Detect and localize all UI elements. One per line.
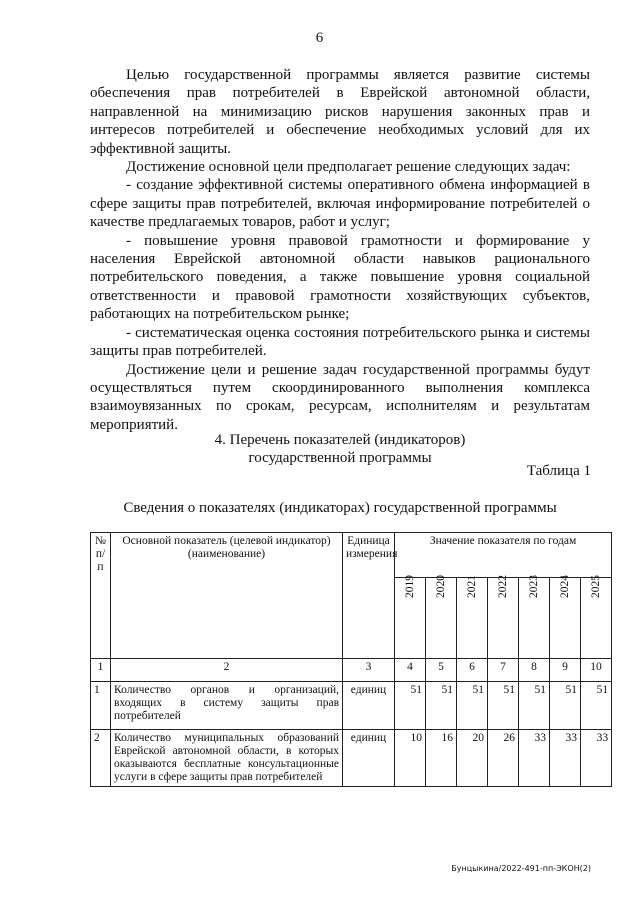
body-text xyxy=(90,66,590,434)
column-number: 2 xyxy=(111,659,343,682)
row-value: 10 xyxy=(395,730,426,787)
header-name: Основной показатель (целевой индикатор) (наименование) xyxy=(111,533,343,659)
row-value: 33 xyxy=(581,730,612,787)
paragraph-task-1: - создание эффективной системы оперативного обмена информацией в сфере защиты прав потребителей, включая информирование потребителей о качестве предлагаемых товаров, работ и услуг; xyxy=(90,177,590,231)
row-value: 51 xyxy=(581,682,612,730)
row-value: 26 xyxy=(488,730,519,787)
paragraph-implementation: Достижение цели и решение задач государственной программы будут осуществляться путем скоординированного выполнения комплекса взаимоувязанных по срокам, ресурсам, исполнителям и результатам мероприятий. xyxy=(90,361,590,433)
column-number: 5 xyxy=(426,659,457,682)
page-number: 6 xyxy=(315,30,324,46)
column-number: 6 xyxy=(457,659,488,682)
row-value: 33 xyxy=(550,730,581,787)
column-number: 10 xyxy=(581,659,612,682)
table-header-row xyxy=(91,533,612,578)
row-value: 51 xyxy=(395,682,426,730)
section-heading xyxy=(90,431,590,468)
table-row xyxy=(91,730,612,787)
row-num: 1 xyxy=(91,682,111,730)
section-heading-line-1: 4. Перечень показателей (индикаторов) xyxy=(214,432,466,448)
paragraph-task-2: - повышение уровня правовой грамотности и формирование у населения Еврейской автономной области навыков рационального потребительского поведения, а также повышение уровня социальной ответственности и правовой грамотности хозяйствующих субъектов, работающих на потребительском рынке; xyxy=(90,232,590,323)
row-num: 2 xyxy=(91,730,111,787)
row-value: 51 xyxy=(519,682,550,730)
table-caption: Сведения о показателях (индикаторах) государственной программы xyxy=(123,500,557,516)
column-number: 8 xyxy=(519,659,550,682)
column-number: 4 xyxy=(395,659,426,682)
row-unit: единиц xyxy=(343,730,395,787)
column-number: 1 xyxy=(91,659,111,682)
section-heading-line-2: государственной программы xyxy=(248,450,432,467)
row-value: 33 xyxy=(519,730,550,787)
row-value: 20 xyxy=(457,730,488,787)
paragraph-goal: Целью государственной программы является развитие системы обеспечения прав потребителей в Еврейской автономной области, направленной на минимизацию рисков нарушения законных прав и интересов потребителей и обеспечение необходимых условий для их эффективной защиты. xyxy=(90,67,590,157)
paragraph-tasks-intro: Достижение основной цели предполагает решение следующих задач: xyxy=(126,159,571,176)
year-cell: 2020 xyxy=(426,578,457,659)
row-value: 16 xyxy=(426,730,457,787)
year-cell: 2022 xyxy=(488,578,519,659)
row-unit: единиц xyxy=(343,682,395,730)
year-cell: 2023 xyxy=(519,578,550,659)
column-number-row xyxy=(91,659,612,682)
row-name: Количество муниципальных образований Еврейской автономной области, в которых оказываются бесплатные консультационные услуги в сфере защиты прав потребителей xyxy=(111,730,343,787)
column-number: 9 xyxy=(550,659,581,682)
paragraph-task-3: - систематическая оценка состояния потребительского рынка и системы защиты прав потребителей. xyxy=(90,324,590,360)
row-value: 51 xyxy=(550,682,581,730)
year-cell: 2019 xyxy=(395,578,426,659)
row-value: 51 xyxy=(457,682,488,730)
row-value: 51 xyxy=(488,682,519,730)
footer-document-code: Бунцыкина/2022-491-пп-ЭКОН(2) xyxy=(451,864,591,873)
row-name: Количество органов и организаций, входящих в систему защиты прав потребителей xyxy=(111,682,343,730)
indicators-table xyxy=(90,532,612,787)
header-unit: Единица измерения xyxy=(343,533,395,659)
column-number: 3 xyxy=(343,659,395,682)
header-values: Значение показателя по годам xyxy=(395,533,612,578)
year-cell: 2021 xyxy=(457,578,488,659)
table-row xyxy=(91,682,612,730)
year-cell: 2024 xyxy=(550,578,581,659)
row-value: 51 xyxy=(426,682,457,730)
year-cell: 2025 xyxy=(581,578,612,659)
header-num: № п/п xyxy=(91,533,111,659)
table-label: Таблица 1 xyxy=(526,463,591,479)
column-number: 7 xyxy=(488,659,519,682)
